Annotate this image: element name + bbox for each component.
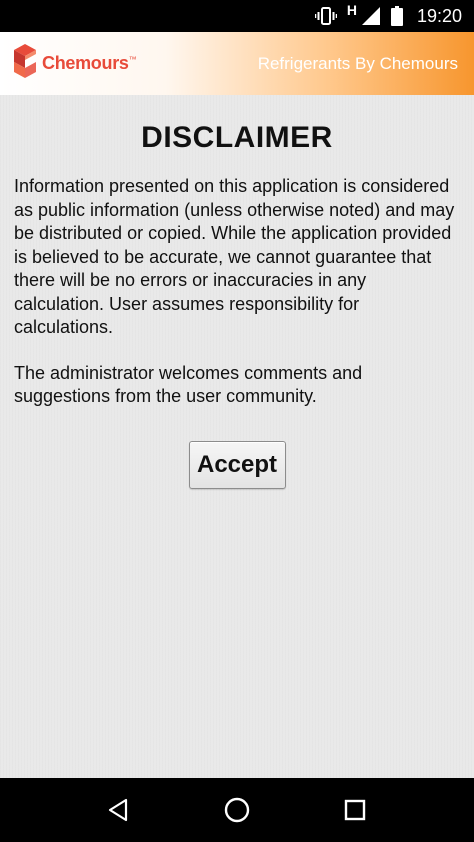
battery-icon: [391, 6, 403, 26]
button-container: [14, 441, 460, 489]
brand-name: Chemours™: [42, 53, 137, 73]
back-icon[interactable]: [99, 790, 139, 830]
brand-logo: [12, 44, 136, 83]
network-type: H: [346, 2, 357, 18]
trademark-mark: ™: [128, 55, 137, 64]
disclaimer-paragraph-2: The administrator welcomes comments and suggestions from the user community.: [14, 362, 363, 406]
status-bar: [0, 0, 474, 32]
disclaimer-panel: [0, 95, 474, 778]
recents-icon[interactable]: [335, 790, 375, 830]
page-title: DISCLAIMER: [141, 121, 333, 154]
disclaimer-paragraph-1: Information presented on this application is considered as public information (unless otherwise noted) and may be distributed or copied. While the application provided is believed to be accurate, we cannot guarantee that there will be no errors or inaccuracies in any calculation. User assumes responsibility for calculations.: [14, 176, 455, 337]
accept-button[interactable]: Accept: [189, 441, 286, 489]
home-icon[interactable]: [217, 790, 257, 830]
navigation-bar: [0, 778, 474, 842]
app-title: Refrigerants By Chemours: [257, 53, 458, 73]
vibrate-icon: [315, 6, 337, 26]
status-time: 19:20: [416, 5, 462, 26]
signal-icon: [361, 6, 381, 26]
chemours-logo-icon: [12, 44, 38, 83]
app-header: [0, 32, 474, 95]
